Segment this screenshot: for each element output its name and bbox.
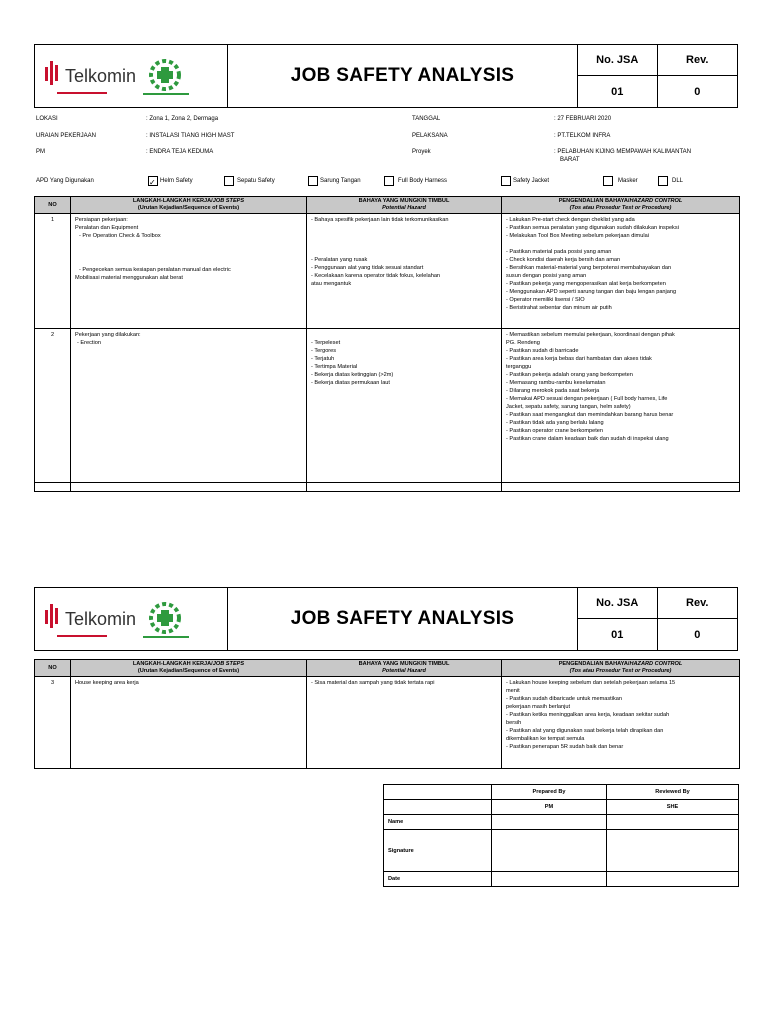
- signature-label: Signature: [384, 830, 492, 872]
- checkbox-sepatu-safety[interactable]: [224, 176, 234, 186]
- row-number: 3: [35, 677, 71, 769]
- list-item: Jacket, sepatu safety, sarung tangan, helm safety): [506, 404, 631, 410]
- list-item: - Kecelakaan karena operator tidak fokus, kelelahan: [311, 273, 441, 279]
- list-item: - Pengecekan semua kesiapan peralatan manual dan electric: [79, 267, 231, 273]
- apd-item-safety-jacket: Safety Jacket: [513, 178, 550, 184]
- company-logo: [35, 588, 228, 650]
- telkom-infra-logo-icon: [39, 49, 223, 105]
- no-jsa-label: No. JSA: [578, 588, 658, 619]
- list-item: - Pastikan crane dalam keadaan baik dan sudah di inspeksi ulang: [506, 436, 669, 442]
- header-steps: LANGKAH-LANGKAH KERJA/JOB STEPS (Urutan Kejadian/Sequence of Events): [71, 660, 307, 677]
- signature-table: [383, 784, 739, 887]
- list-item: - Melakukan Tool Box Meeting sebelum pekerjaan dimulai: [506, 233, 649, 239]
- date-label: Date: [384, 872, 492, 887]
- signature-field-she[interactable]: [607, 830, 739, 872]
- company-logo: [35, 45, 228, 107]
- date-field-she[interactable]: [607, 872, 739, 887]
- list-item: - Lakukan Pre-start check dengan cheklist yang ada: [506, 217, 635, 223]
- prepared-by-label: Prepared By: [492, 785, 607, 800]
- hazard-cell: [307, 214, 502, 329]
- proyek-value-line-1: : PELABUHAN KIJING MEMPAWAH KALIMANTAN: [554, 149, 692, 155]
- list-item: - Memasang rambu-rambu keselamatan: [506, 380, 606, 386]
- list-item: - Pastikan sudah di barricade: [506, 348, 579, 354]
- logo-text: Telkomin: [65, 66, 137, 86]
- list-item: - Pastikan tidak ada yang berlalu lalang: [506, 420, 604, 426]
- pelaksana-value: : PT.TELKOM INFRA: [554, 133, 611, 139]
- rev-value: 0: [694, 85, 701, 98]
- list-item: - Terjatuh: [311, 356, 335, 362]
- page-title: JOB SAFETY ANALYSIS: [290, 65, 515, 86]
- apd-item-dll: DLL: [672, 178, 684, 184]
- logo-text: Telkomin: [65, 609, 137, 629]
- job-steps-cell: [71, 214, 307, 329]
- signature-field-pm[interactable]: [492, 830, 607, 872]
- list-item: - Penggunaan alat yang tidak sesuai standart: [311, 265, 424, 271]
- name-label: Name: [384, 815, 492, 830]
- list-item: - Tergores: [311, 348, 337, 354]
- tanggal-value: : 27 FEBRUARI 2020: [554, 116, 612, 122]
- list-item: Persiapan pekerjaan:: [75, 217, 128, 223]
- table-header-row: [35, 197, 740, 214]
- jsa-table-page-2: [34, 659, 740, 769]
- job-steps-cell: [71, 677, 307, 769]
- table-row: [35, 677, 740, 769]
- list-item: - Pastikan penerapan 5R sudah baik dan benar: [506, 744, 624, 750]
- check-icon: ✓: [149, 178, 156, 187]
- list-item: bersih: [506, 720, 522, 726]
- checkbox-dll[interactable]: [658, 176, 668, 186]
- list-item: Mobilisasi material menggunakan alat berat: [75, 275, 183, 281]
- list-item: - Dilarang merokok pada saat bekerja: [506, 388, 600, 394]
- header-steps: LANGKAH-LANGKAH KERJA/JOB STEPS (Urutan Kejadian/Sequence of Events): [71, 197, 307, 214]
- list-item: atau mengantuk: [311, 281, 352, 287]
- table-header-row: [35, 660, 740, 677]
- header-page-2: [34, 587, 738, 651]
- header-hazard: BAHAYA YANG MUNGKIN TIMBUL Potential Hazard: [307, 660, 502, 677]
- list-item: - Pre Operation Check & Toolbox: [79, 233, 161, 239]
- reviewed-by-label: Reviewed By: [607, 785, 739, 800]
- checkbox-masker[interactable]: [603, 176, 613, 186]
- list-item: - Bekerja diatas permukaan laut: [311, 380, 390, 386]
- list-item: Pekerjaan yang dilakukan:: [75, 332, 141, 338]
- tanggal-label: TANGGAL: [412, 116, 441, 122]
- list-item: - Erection: [77, 340, 101, 346]
- list-item: Peralatan dan Equipment: [75, 225, 139, 231]
- rev-label: Rev.: [658, 45, 738, 76]
- document-number-box: [577, 45, 737, 107]
- list-item: - Pastikan saat mengangkut dan memindahkan barang harus benar: [506, 412, 674, 418]
- list-item: menit: [506, 688, 520, 694]
- no-jsa-label: No. JSA: [578, 45, 658, 76]
- list-item: dikembalikan ke tempat semula: [506, 736, 585, 742]
- list-item: - Operator memiliki lisensi / SIO: [506, 297, 585, 303]
- no-jsa-value: 01: [578, 76, 658, 107]
- pm-label: PM: [36, 149, 45, 155]
- table-row: [35, 329, 740, 483]
- list-item: House keeping area kerja: [75, 680, 139, 686]
- list-item: - Terpeleset: [311, 340, 341, 346]
- list-item: pekerjaan masih berlanjut: [506, 704, 571, 710]
- list-item: - Pastikan pekerja yang mengoperasikan alat kerja berkompeten: [506, 281, 666, 287]
- list-item: - Pastikan operator crane berkompeten: [506, 428, 604, 434]
- job-steps-cell: [71, 329, 307, 483]
- list-item: - Check kondisi daerah kerja bersih dan aman: [506, 257, 621, 263]
- hazard-cell: [307, 329, 502, 483]
- apd-item-masker: Masker: [618, 178, 638, 184]
- list-item: - Sisa material dan sampah yang tidak tertata rapi: [311, 680, 435, 686]
- list-item: - Bekerja diatas ketinggian (>2m): [311, 372, 394, 378]
- list-item: - Memastikan sebelum memulai pekerjaan, koordinasi dengan pihak: [506, 332, 675, 338]
- list-item: susun dengan posisi yang aman: [506, 273, 587, 279]
- header-control: PENGENDALIAN BAHAYA/HAZARD CONTROL (Tos atau Prosedur Test or Procedure): [502, 660, 740, 677]
- checkbox-safety-jacket[interactable]: [501, 176, 511, 186]
- list-item: - Lakukan house keeping sebelum dan setelah pekerjaan selama 15: [506, 680, 676, 686]
- pelaksana-label: PELAKSANA: [412, 133, 448, 139]
- document-number-box: [577, 588, 737, 650]
- she-label: SHE: [607, 800, 739, 815]
- apd-row: [36, 176, 736, 188]
- lokasi-value: : Zona 1, Zona 2, Dermaga: [146, 116, 219, 122]
- list-item: - Pastikan material pada posisi yang aman: [506, 249, 612, 255]
- list-item: - Tertimpa Material: [311, 364, 358, 370]
- apd-item-sarung-tangan: Sarung Tangan: [320, 178, 361, 184]
- header-control: PENGENDALIAN BAHAYA/HAZARD CONTROL (Tos atau Prosedur Test or Procedure): [502, 197, 740, 214]
- uraian-label: URAIAN PEKERJAAN: [36, 133, 97, 139]
- apd-label: APD Yang Digunakan: [36, 178, 94, 184]
- header-page-1: [34, 44, 738, 108]
- list-item: - Pastikan ketika meninggalkan area kerja, keadaan sekitar sudah: [506, 712, 670, 718]
- header-hazard: BAHAYA YANG MUNGKIN TIMBUL Potential Hazard: [307, 197, 502, 214]
- list-item: - Pastikan sudah dibaricade untuk memastikan: [506, 696, 622, 702]
- list-item: - Peralatan yang rusak: [311, 257, 368, 263]
- checkbox-full-body-harness[interactable]: [384, 176, 394, 186]
- rev-label: Rev.: [658, 588, 738, 619]
- header-no: NO: [35, 660, 71, 677]
- pm-value: : ENDRA TEJA KEDUMA: [146, 149, 214, 155]
- list-item: PG. Rendeng: [506, 340, 540, 346]
- apd-item-helm-safety: Helm Safety: [160, 178, 193, 184]
- control-cell: [502, 329, 740, 483]
- list-item: terganggu: [506, 364, 532, 370]
- apd-item-sepatu-safety: Sepatu Safety: [237, 178, 275, 184]
- list-item: - Menggunakan APD seperti sarung tangan dan baju lengan panjang: [506, 289, 677, 295]
- table-row-empty: [35, 483, 740, 492]
- proyek-value-line-2: BARAT: [560, 157, 580, 163]
- date-field-pm[interactable]: [492, 872, 607, 887]
- row-number: 2: [35, 329, 71, 483]
- table-row: [35, 214, 740, 329]
- list-item: - Pastikan semua peralatan yang digunakan sudah dilakukan inspeksi: [506, 225, 679, 231]
- control-cell: [502, 677, 740, 769]
- name-field-she[interactable]: [607, 815, 739, 830]
- proyek-label: Proyek: [412, 149, 431, 155]
- checkbox-sarung-tangan[interactable]: [308, 176, 318, 186]
- list-item: - Beristirahat sebentar dan minum air putih: [506, 305, 612, 311]
- uraian-value: : INSTALASI TIANG HIGH MAST: [146, 133, 235, 139]
- pm-label: PM: [492, 800, 607, 815]
- name-field-pm[interactable]: [492, 815, 607, 830]
- hazard-cell: [307, 677, 502, 769]
- list-item: - Pastikan pekerja adalah orang yang berkompeten: [506, 372, 633, 378]
- telkom-infra-logo-icon: [39, 592, 223, 648]
- control-cell: [502, 214, 740, 329]
- list-item: - Pastikan area kerja bebas dari hambatan dan akses tidak: [506, 356, 652, 362]
- row-number: 1: [35, 214, 71, 329]
- jsa-table-page-1: [34, 196, 740, 492]
- rev-value: 0: [694, 628, 701, 641]
- lokasi-label: LOKASI: [36, 116, 58, 122]
- list-item: - Bersihkan material-material yang berpotensi membahayakan dan: [506, 265, 672, 271]
- apd-item-full-body-harness: Full Body Harness: [398, 178, 448, 184]
- page-title: JOB SAFETY ANALYSIS: [290, 608, 515, 629]
- header-no: NO: [35, 197, 71, 214]
- list-item: - Bahaya spesifik pekerjaan lain tidak terkomunikasikan: [311, 217, 449, 223]
- list-item: - Memakai APD sesuai dengan pekerjaan ( Full body harnes, Life: [506, 396, 668, 402]
- no-jsa-value: 01: [578, 619, 658, 650]
- list-item: - Pastikan alat yang digunakan saat bekerja telah dirapikan dan: [506, 728, 664, 734]
